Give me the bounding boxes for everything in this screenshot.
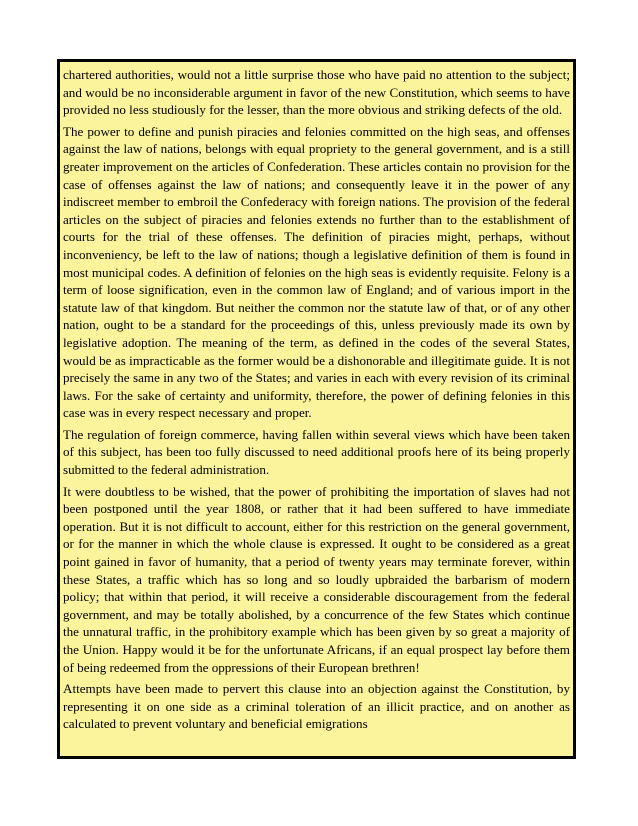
paragraph-2: The power to define and punish piracies and felonies committed on the high seas, and offenses against the law of nations, belongs with equal propriety to the general government, and is a still greater improvement on the articles of Confederation. These articles contain no provision for the case of offenses against the law of nations; and consequently leave it in the power of any indiscreet member to embroil the Confederacy with foreign nations. The provision of the federal articles on the subject of piracies and felonies extends no further than to the establishment of courts for the trial of these offenses. The definition of piracies might, perhaps, without inconveniency, be left to the law of nations; though a legislative definition of them is found in most municipal codes. A definition of felonies on the high seas is evidently requisite. Felony is a term of loose signification, even in the common law of England; and of various import in the statute law of that kingdom. But neither the common nor the statute law of that, or of any other nation, ought to be a standard for the proceedings of this, unless previously made its own by legislative adoption. The meaning of the term, as defined in the codes of the several States, would be as impracticable as the former would be a dishonorable and illegitimate guide. It is not precisely the same in any two of the States; and varies in each with every revision of its criminal laws. For the sake of certainty and uniformity, therefore, the power of defining felonies in this case was in every respect necessary and proper. — [63, 123, 570, 421]
paragraph-4: It were doubtless to be wished, that the power of prohibiting the importation of slaves had not been postponed until the year 1808, or rather that it had been suffered to have immediate operation. But it is not difficult to account, either for this restriction on the general government, or for the manner in which the whole clause is expressed. It ought to be considered as a great point gained in favor of humanity, that a period of twenty years may terminate forever, within these States, a traffic which has so long and so loudly upbraided the barbarism of modern policy; that within that period, it will receive a considerable discouragement from the federal government, and may be totally abolished, by a concurrence of the few States which continue the unnatural traffic, in the prohibitory example which has been given by so great a majority of the Union. Happy would it be for the unfortunate Africans, if an equal prospect lay before them of being redeemed from the oppressions of their European brethren! — [63, 483, 570, 675]
paragraph-3: The regulation of foreign commerce, having fallen within several views which have been taken of this subject, has been too fully discussed to need additional proofs here of its being properly submitted to the federal administration. — [63, 426, 570, 478]
paragraph-1: chartered authorities, would not a little surprise those who have paid no attention to the subject; and would be no inconsiderable argument in favor of the new Constitution, which seems to have provided no less studiously for the lesser, than the more obvious and striking defects of the old. — [63, 67, 570, 118]
paragraph-5: Attempts have been made to pervert this clause into an objection against the Constitution, by representing it on one side as a criminal toleration of an illicit practice, and on another as calculated to prevent voluntary and beneficial emigrations — [63, 681, 570, 732]
text-page — [57, 59, 576, 759]
